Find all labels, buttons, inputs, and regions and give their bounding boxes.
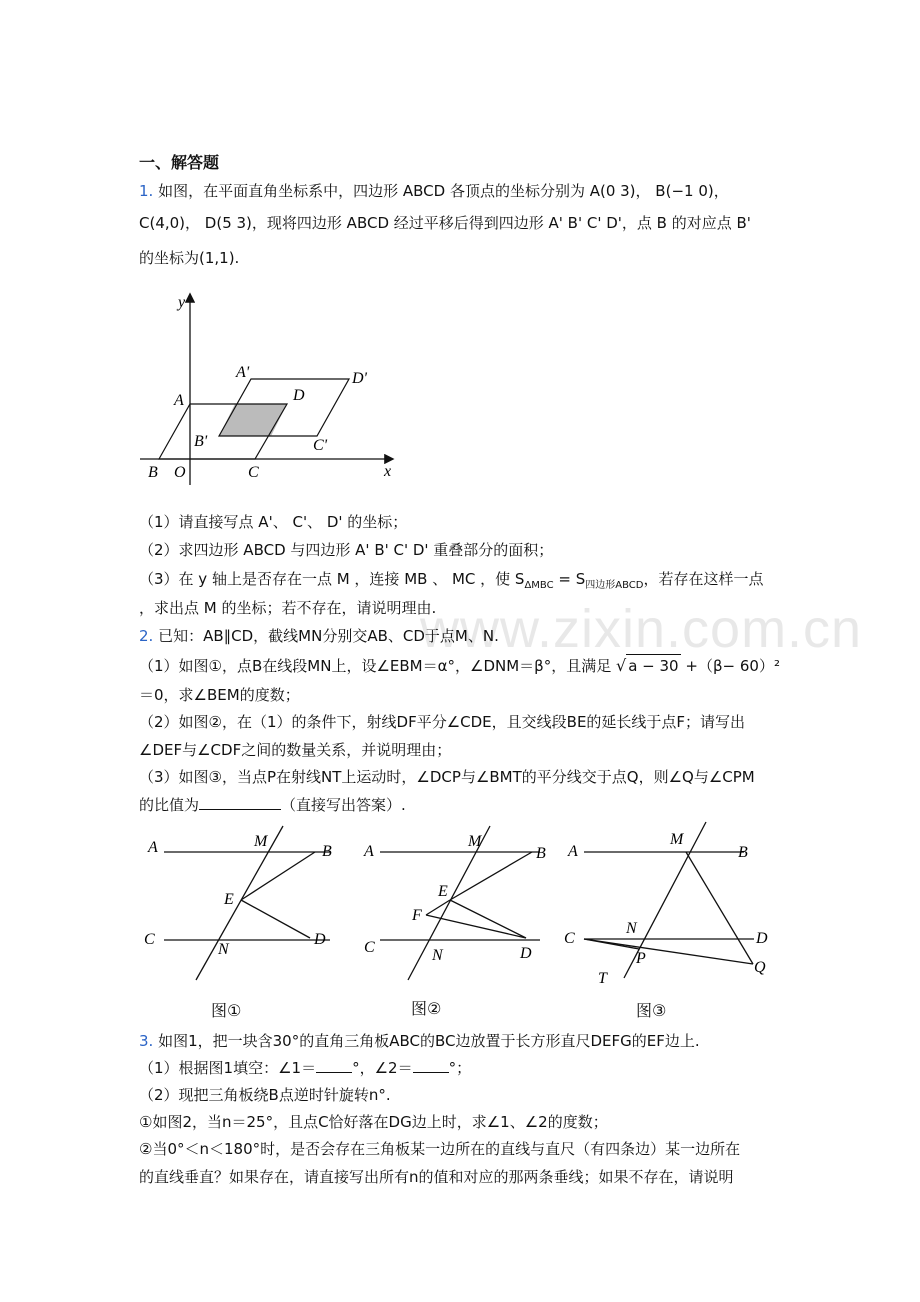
caption-fig2: 图② (411, 999, 442, 1018)
q1-line2: C(4,0)， D(5 3)，现将四边形 ABCD 经过平移后得到四边形 A' B' C' D'，点 B 的对应点 B' (139, 214, 751, 232)
q3-sub2: （2）现把三角板绕B点逆时针旋转n°. (139, 1086, 391, 1104)
f1-label-E: E (224, 891, 234, 908)
q2-sub3: （3）如图③，当点P在射线NT上运动时，∠DCP与∠BMT的平分线交于点Q，则∠Q与∠CPM (139, 768, 755, 786)
caption-fig1: 图① (211, 1001, 242, 1020)
f2-label-B: B (536, 845, 546, 862)
label-C: C (248, 464, 259, 481)
q2-sub3-b1: 的比值为 (139, 796, 200, 814)
q1-sub3-b: ，若存在这样一点 (643, 570, 764, 588)
f3-label-T: T (598, 970, 607, 987)
overlap-region (219, 404, 287, 436)
q1-sub3-a: （3）在 y 轴上是否存在一点 M ，连接 MB 、 MC ，使 S (139, 570, 525, 588)
caption-fig3: 图③ (636, 1001, 667, 1020)
f3-label-N: N (626, 920, 637, 937)
q3-item1: ①如图2，当n＝25°，且点C恰好落在DG边上时，求∠1、∠2的度数； (139, 1113, 608, 1131)
q1-sub1: （1）请直接写点 A'、 C'、 D' 的坐标； (139, 513, 408, 531)
f3-label-B: B (738, 844, 748, 861)
q2-figure-2 (356, 820, 556, 990)
q2-sub2-cont: ∠DEF与∠CDF之间的数量关系，并说明理由； (139, 741, 452, 759)
q2-figure-3 (560, 818, 790, 993)
q1-coordinate-figure (130, 285, 410, 510)
q1-sub3-sub2: 四边形ABCD (585, 580, 644, 591)
watermark: www.zixin.com.cn (420, 599, 863, 659)
section-title: 一、解答题 (139, 153, 220, 172)
f3-label-P: P (636, 950, 646, 967)
label-B: B (148, 464, 158, 481)
f2-label-C: C (364, 939, 375, 956)
f1-label-M: M (254, 833, 268, 850)
q2-sub1: （1）如图①，点B在线段MN上，设∠EBM＝α°，∠DNM＝β°，且满足 √ a − 30 +（β− 60）² (139, 656, 780, 675)
f2-label-E: E (438, 883, 448, 900)
f2-label-A: A (364, 843, 374, 860)
f1-label-N: N (218, 941, 229, 958)
q3-sub1-a: （1）根据图1填空：∠1＝ (139, 1059, 317, 1077)
q3-sub1-b: °，∠2＝ (352, 1059, 413, 1077)
label-y: y (178, 294, 186, 311)
label-D: D (293, 387, 305, 404)
f2-label-F: F (412, 907, 422, 924)
q2-sub1-b: +（β− 60）² (685, 657, 780, 675)
answer-blank (199, 795, 281, 810)
label-A: A (174, 392, 184, 409)
label-C-prime: C' (313, 437, 328, 454)
label-D-prime: D' (352, 370, 367, 387)
q1-sub3-sub1: ΔMBC (524, 580, 554, 591)
q1-line3: 的坐标为(1,1). (139, 249, 240, 267)
f3-label-M: M (670, 831, 684, 848)
label-A-prime: A' (236, 364, 250, 381)
label-O: O (174, 464, 186, 481)
f1-label-B: B (322, 843, 332, 860)
q2-sub3-b2: （直接写出答案）. (281, 796, 406, 814)
q1-text1: 如图，在平面直角坐标系中，四边形 ABCD 各顶点的坐标分别为 A(0 3)， B(−1 0)， (158, 182, 729, 200)
q2-figure-1 (140, 820, 350, 990)
q1-sub3-cont: ，求出点 M 的坐标；若不存在，请说明理由. (139, 599, 437, 617)
q2-sub1-cont: ＝0，求∠BEM的度数； (139, 686, 300, 704)
q3-sub1-c: °； (448, 1059, 472, 1077)
f3-label-C: C (564, 930, 575, 947)
q1-line1 (139, 180, 729, 202)
blank-angle2 (413, 1058, 449, 1073)
f1-label-C: C (144, 931, 155, 948)
q2-sub3-cont (139, 794, 406, 816)
q3-text1: 如图1，把一块含30°的直角三角板ABC的BC边放置于长方形直尺DEFG的EF边上. (158, 1032, 700, 1050)
f2-label-M: M (468, 833, 482, 850)
q2-text1: 已知：AB∥CD，截线MN分别交AB、CD于点M、N. (158, 627, 499, 645)
f1-label-D: D (314, 931, 326, 948)
q3-sub1 (139, 1057, 471, 1079)
f3-label-A: A (568, 843, 578, 860)
f3-label-D: D (756, 930, 768, 947)
f2-label-N: N (432, 947, 443, 964)
q2-sub1-sqrt: a − 30 (626, 654, 680, 677)
f3-label-Q: Q (754, 959, 766, 976)
q1-sub3-eq: = S (553, 570, 586, 588)
q2-number: 2. (139, 627, 154, 645)
q1-sub3 (139, 568, 763, 597)
q1-number: 1. (139, 182, 154, 200)
q3-item2-cont: 的直线垂直？如果存在，请直接写出所有n的值和对应的那两条垂线；如果不存在，请说明 (139, 1168, 734, 1186)
q3-line1 (139, 1030, 700, 1052)
blank-angle1 (316, 1058, 352, 1073)
q2-sub1-a: （1）如图①，点B在线段MN上，设∠EBM＝α°，∠DNM＝β°，且满足 (139, 657, 612, 675)
q2-line1 (139, 625, 499, 647)
q3-number: 3. (139, 1032, 154, 1050)
f2-label-D: D (520, 945, 532, 962)
label-B-prime: B' (194, 433, 208, 450)
label-x: x (384, 463, 392, 480)
q2-sub2: （2）如图②，在（1）的条件下，射线DF平分∠CDE，且交线段BE的延长线于点F；请写出 (139, 713, 746, 731)
q1-sub2: （2）求四边形 ABCD 与四边形 A' B' C' D' 重叠部分的面积； (139, 541, 554, 559)
q3-item2: ②当0°＜n＜180°时，是否会存在三角板某一边所在的直线与直尺（有四条边）某一边所在 (139, 1140, 741, 1158)
f1-label-A: A (148, 839, 158, 856)
